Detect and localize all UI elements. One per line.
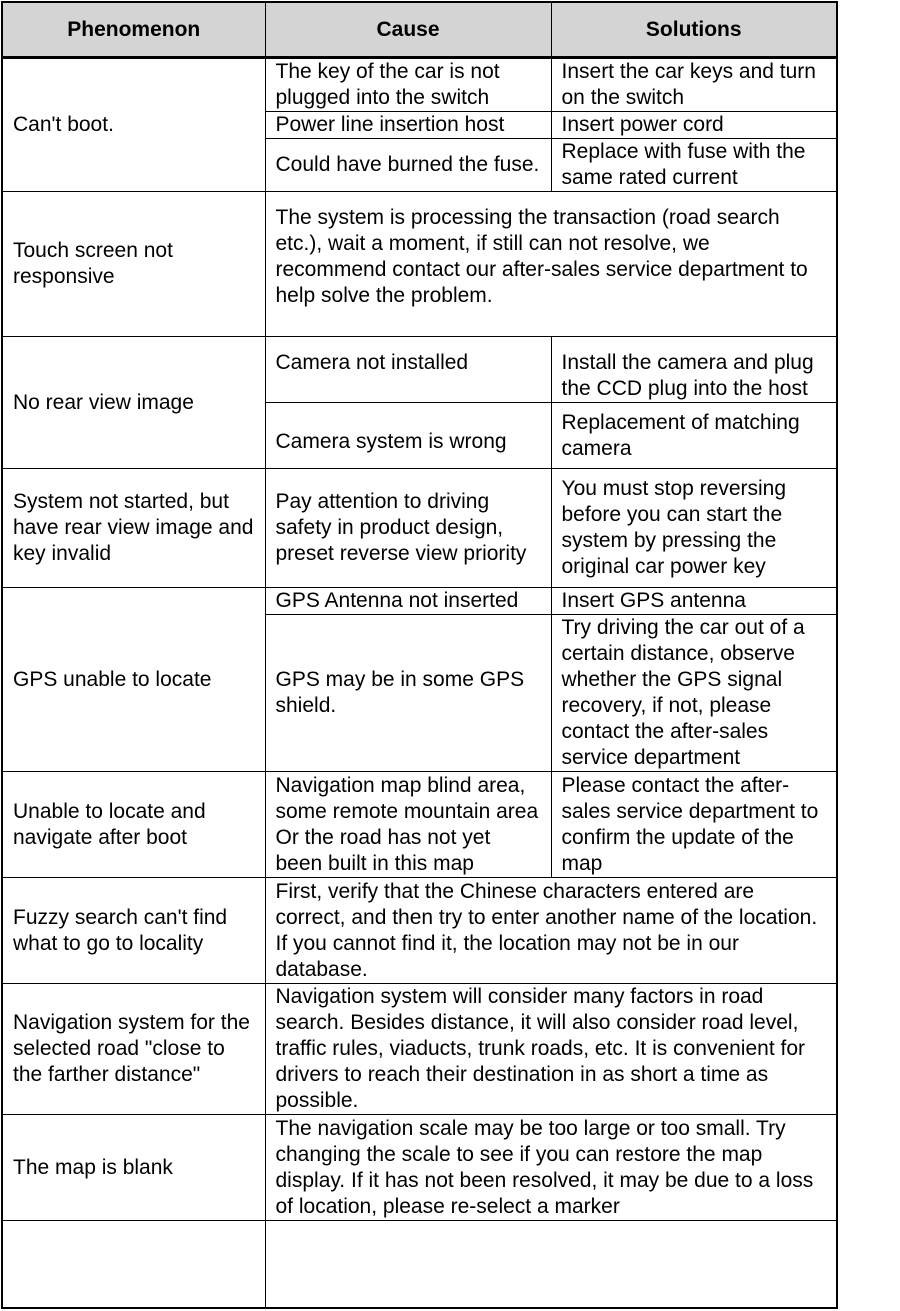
cause-cell: Power line insertion host [265,112,551,139]
header-cause: Cause [265,2,551,58]
cause-cell: GPS Antenna not inserted [265,588,551,615]
header-phenomenon: Phenomenon [2,2,265,58]
merged-cell: The navigation scale may be too large or too small. Try changing the scale to see if you can restore the map display. If it has not been resolved, it may be due to a loss of location, please re-select a marker [265,1115,837,1221]
phenomenon-cell: GPS unable to locate [2,588,265,772]
phenomenon-cell: Unable to locate and navigate after boot [2,772,265,878]
phenomenon-cell: Touch screen not responsive [2,192,265,337]
empty-cell [2,1221,265,1308]
solution-cell: Please contact the after-sales service department to confirm the update of the map [551,772,837,878]
solution-cell: Replacement of matching camera [551,403,837,469]
header-solutions: Solutions [551,2,837,58]
cause-cell: Pay attention to driving safety in product design, preset reverse view priority [265,469,551,588]
phenomenon-cell: The map is blank [2,1115,265,1221]
merged-cell: The system is processing the transaction (road search etc.), wait a moment, if still can not resolve, we recommend contact our after-sales service department to help solve the problem. [265,192,837,337]
phenomenon-cell: Fuzzy search can't find what to go to locality [2,878,265,984]
solution-cell: Try driving the car out of a certain distance, observe whether the GPS signal recovery, if not, please contact the after-sales service department [551,615,837,772]
cause-cell: Camera system is wrong [265,403,551,469]
header-row [2,2,837,58]
cause-cell: Navigation map blind area, some remote mountain area Or the road has not yet been built in this map [265,772,551,878]
cause-cell: Camera not installed [265,337,551,403]
solution-cell: Insert the car keys and turn on the switch [551,58,837,112]
solution-cell: Replace with fuse with the same rated current [551,139,837,192]
solution-cell: Install the camera and plug the CCD plug into the host [551,337,837,403]
table-row [2,878,837,984]
empty-row [2,1221,837,1308]
troubleshooting-table [1,1,838,1309]
cause-cell: The key of the car is not plugged into the switch [265,58,551,112]
table-row [2,772,837,878]
table-row [2,1115,837,1221]
table-row [2,588,837,615]
table-row [2,192,837,337]
cause-cell: Could have burned the fuse. [265,139,551,192]
phenomenon-cell: System not started, but have rear view image and key invalid [2,469,265,588]
empty-cell [265,1221,837,1308]
table-row [2,58,837,112]
solution-cell: Insert power cord [551,112,837,139]
table-row [2,984,837,1115]
merged-cell: Navigation system will consider many factors in road search. Besides distance, it will also consider road level, traffic rules, viaducts, trunk roads, etc. It is convenient for drivers to reach their destination in as short a time as possible. [265,984,837,1115]
cause-cell: GPS may be in some GPS shield. [265,615,551,772]
table-row [2,469,837,588]
table-row [2,337,837,403]
phenomenon-cell: No rear view image [2,337,265,469]
merged-cell: First, verify that the Chinese characters entered are correct, and then try to enter another name of the location. If you cannot find it, the location may not be in our database. [265,878,837,984]
solution-cell: Insert GPS antenna [551,588,837,615]
solution-cell: You must stop reversing before you can start the system by pressing the original car power key [551,469,837,588]
phenomenon-cell: Can't boot. [2,58,265,192]
phenomenon-cell: Navigation system for the selected road "close to the farther distance" [2,984,265,1115]
